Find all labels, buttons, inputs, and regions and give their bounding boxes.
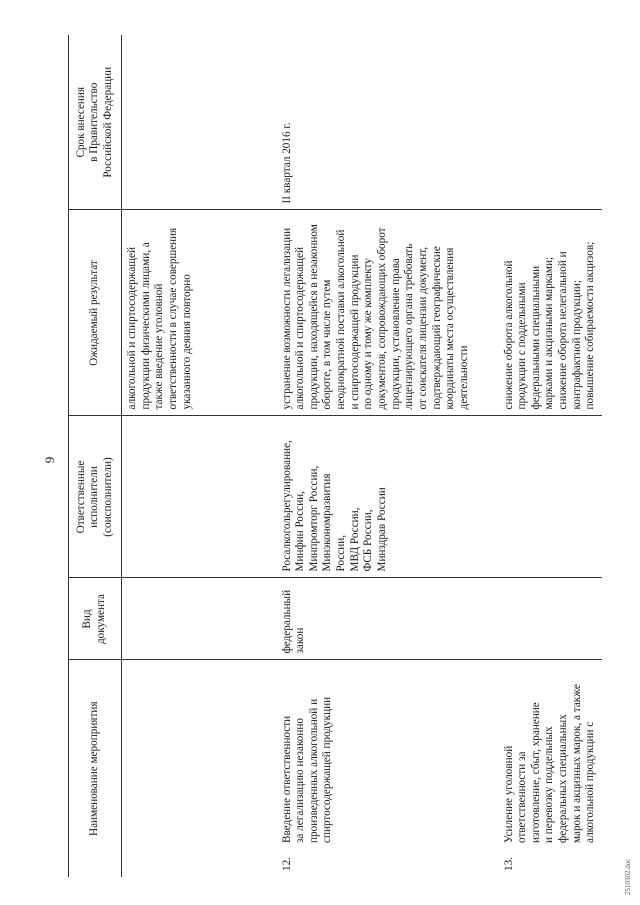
text-line: Введение ответственности — [280, 715, 293, 843]
table-row — [499, 35, 603, 877]
row-doc-type — [122, 578, 277, 660]
text-line: указанного деяния повторно — [180, 274, 193, 410]
row-doc-type — [277, 578, 499, 660]
text-line: документов, сопровождающих оборот — [376, 227, 389, 410]
table-row — [122, 35, 277, 877]
header-deadline — [69, 35, 122, 210]
text-line: федеральными специальными — [529, 265, 542, 410]
header-responsible — [69, 416, 122, 578]
row-name — [503, 665, 599, 844]
text-line: документа — [95, 593, 107, 645]
text-line: деятельности — [458, 345, 471, 410]
text-line: Минэкономразвития — [321, 473, 334, 572]
text-line: Минздрав России — [376, 487, 389, 572]
text-line: Минфин России, — [294, 491, 307, 572]
text-line: ФСБ России, — [362, 509, 375, 572]
text-line: неоднократной поставки алкогольной — [335, 229, 348, 410]
file-reference: 2510302.doc — [624, 858, 632, 895]
row-result — [277, 210, 499, 416]
text-line: Срок внесения — [74, 86, 87, 158]
text-line: в Правительство — [88, 82, 101, 162]
header-result — [69, 210, 122, 416]
text-line: продукции физическими лицами, а — [139, 242, 152, 410]
text-line: алкогольной продукции с — [584, 721, 597, 843]
row-responsible — [499, 416, 603, 578]
text-line: Минпромторг России, — [307, 465, 320, 572]
text-line: Российской Федерации — [101, 66, 114, 178]
text-line: продукции с поддельными — [516, 282, 529, 410]
row-number: 12. — [280, 857, 293, 871]
text-line: закон — [294, 627, 307, 654]
text-line: продукции, находящейся в незаконном — [307, 224, 320, 410]
text-line: Усиление уголовной — [502, 745, 515, 843]
text-line: марками и акцизными марками; — [543, 256, 556, 410]
text-line: подтверждающий географические — [430, 246, 443, 410]
text-line: исполнители — [88, 466, 101, 528]
row-result — [122, 210, 277, 416]
text-line: снижение оборота алкогольной — [502, 260, 515, 410]
measures-table — [68, 35, 602, 877]
page-number: 9 — [42, 456, 57, 464]
text-line: и спиртосодержащей продукции — [348, 254, 361, 410]
text-line: марок и акцизных марок, а также — [570, 684, 583, 843]
text-line: спиртосодержащей продукции — [321, 696, 334, 843]
header-doc-type — [69, 578, 122, 660]
text-line: лицензирующего органа требовать — [403, 243, 416, 410]
text-line: повышение собираемости акцизов; — [584, 241, 597, 410]
text-line: произведенных алкогольной и — [307, 698, 320, 843]
text-line: ответственности за — [516, 751, 529, 843]
text-line: и перевозку поддельных — [543, 726, 556, 843]
text-line: Ответственные — [74, 460, 87, 534]
text-line: координаты места осуществления — [444, 247, 457, 410]
row-name — [281, 665, 336, 844]
text-line: от соискателя лицензии документ, — [417, 246, 430, 410]
row-responsible — [277, 416, 499, 578]
text-line: II квартал 2016 г. — [280, 122, 293, 204]
text-line: снижение оборота нелегальной и — [557, 251, 570, 410]
text-line: федеральный — [280, 589, 293, 654]
text-line: федеральных специальных — [557, 714, 570, 843]
text-line: устранение возможности легализации — [280, 227, 293, 410]
text-line: контрафактной продукции; — [570, 280, 583, 410]
text-line: МВД России, — [348, 507, 361, 572]
row-responsible — [122, 416, 277, 578]
text-line: обороте, в том числе путем — [321, 279, 334, 410]
row-name-cell — [277, 660, 499, 877]
header-name — [69, 660, 122, 877]
text-line: Ожидаемый результат — [88, 260, 101, 366]
row-doc-type — [499, 578, 603, 660]
row-deadline — [122, 35, 277, 210]
text-line: Наименование мероприятия — [88, 701, 101, 836]
text-line: алкогольной и спиртосодержащей — [126, 247, 138, 410]
text-line: (соисполнители) — [101, 457, 114, 537]
row-number: 13. — [502, 857, 515, 871]
row-deadline — [499, 35, 603, 210]
text-line: продукции, установление права — [389, 258, 402, 410]
text-line: изготовление, сбыт, хранение — [529, 702, 542, 843]
text-line: алкогольной и спиртосодержащей — [294, 247, 307, 410]
text-line: Росалкогольрегулирование, — [280, 440, 293, 572]
row-result — [499, 210, 603, 416]
text-line: ответственности в случае совершения — [166, 227, 179, 410]
text-line: также введение уголовной — [153, 283, 166, 410]
row-deadline — [277, 35, 499, 210]
text-line: за легализацию незаконно — [294, 718, 307, 843]
text-line: России, — [335, 534, 348, 572]
table-header-row — [69, 35, 122, 877]
text-line: по одному и тому же комплекту — [362, 258, 375, 410]
text-line: Вид — [81, 609, 94, 629]
row-name-cell — [122, 660, 277, 877]
row-name-cell — [499, 660, 603, 877]
table-row — [277, 35, 499, 877]
